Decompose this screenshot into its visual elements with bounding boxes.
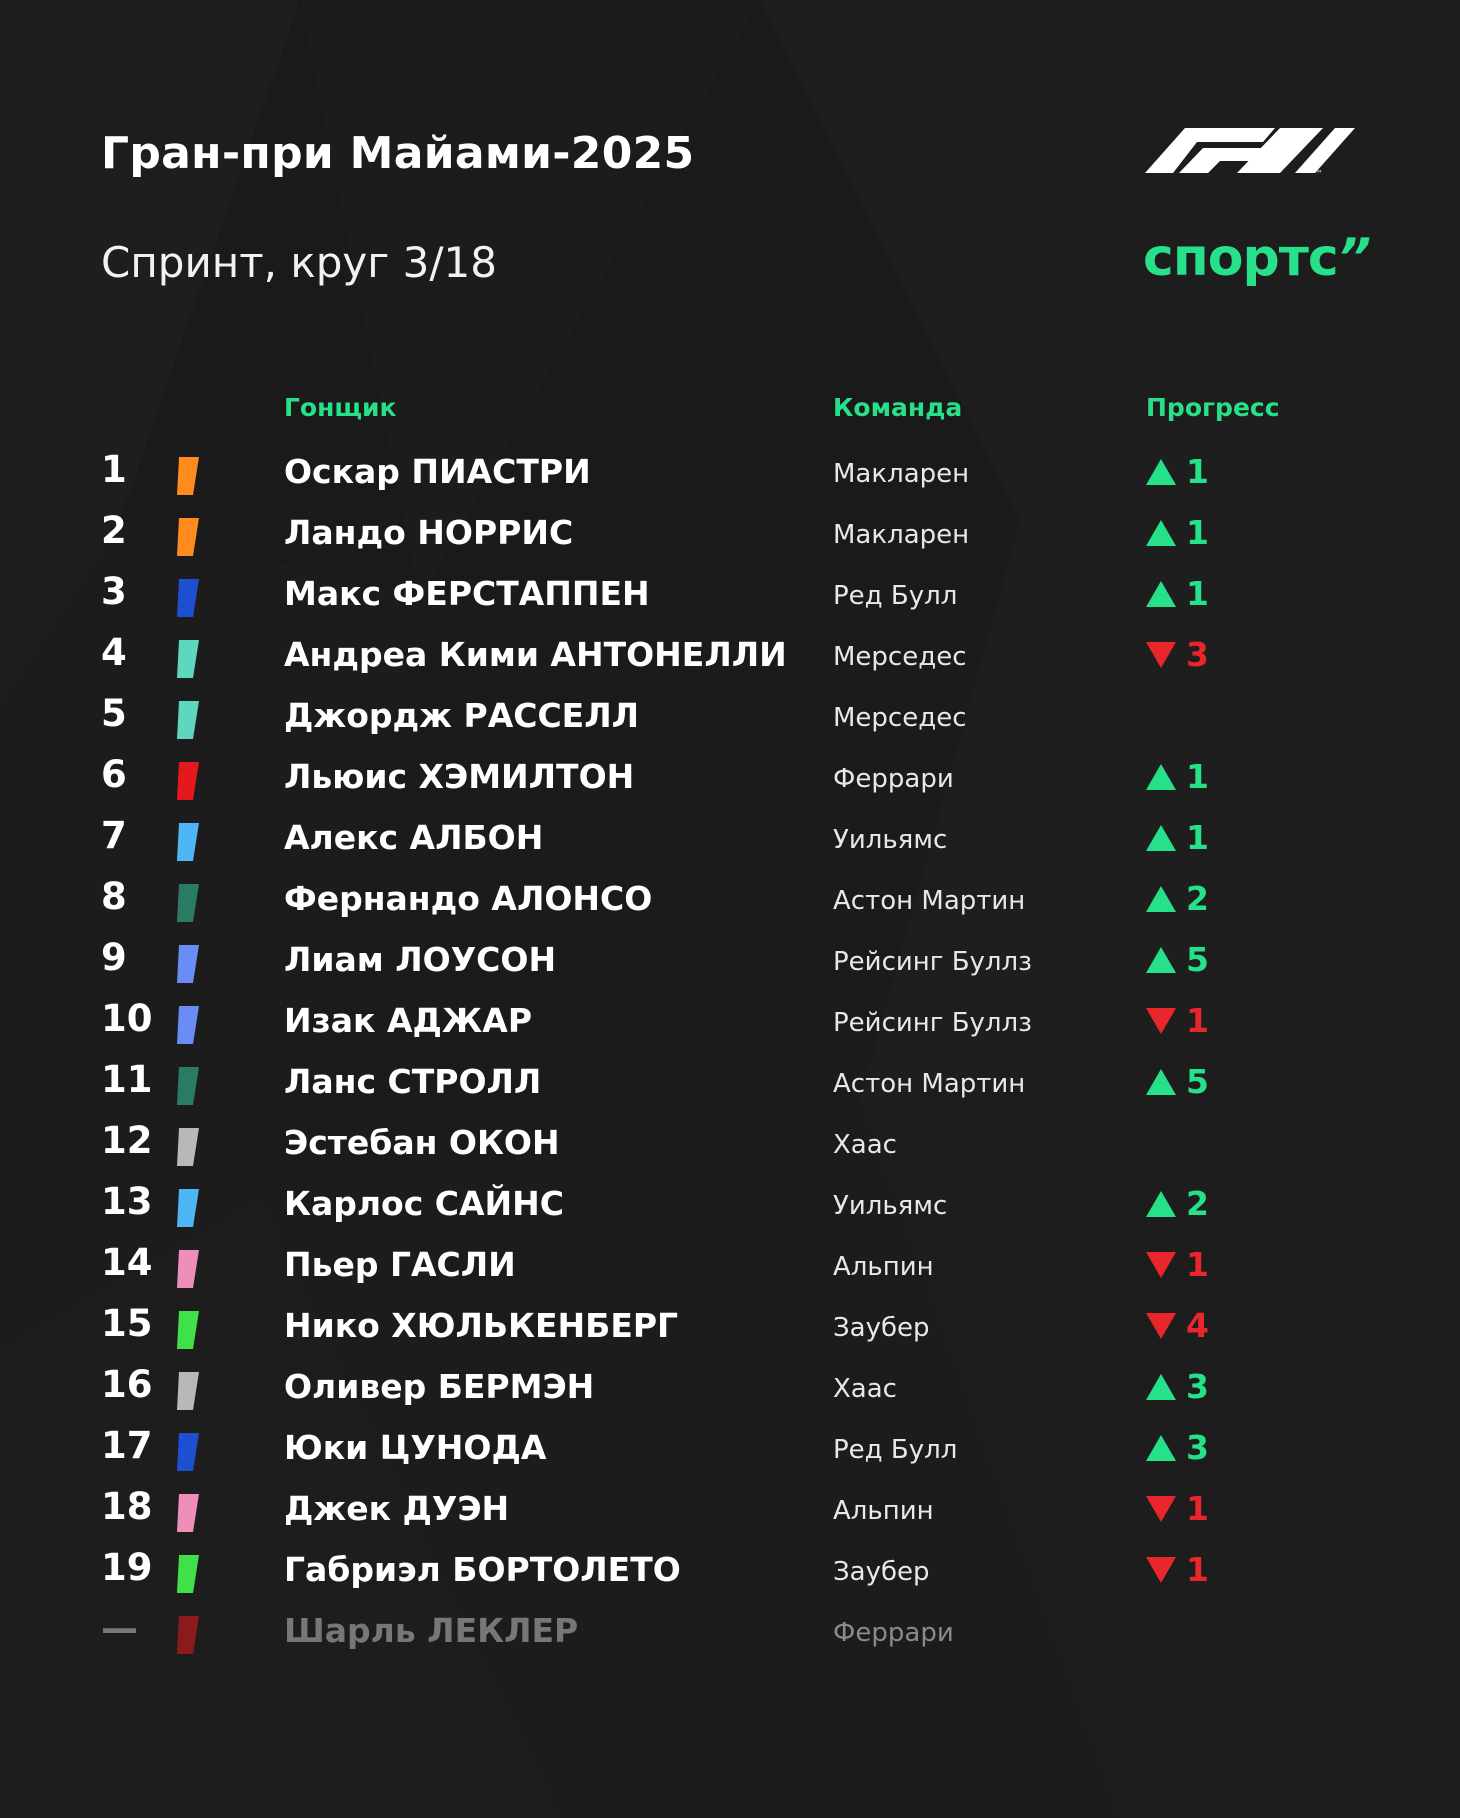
progress-value: 1: [1186, 513, 1209, 552]
progress-indicator: [1146, 757, 1209, 796]
team-name: Рейсинг Буллз: [833, 1008, 1032, 1038]
progress-indicator: [1146, 452, 1209, 491]
table-row: [0, 1296, 1460, 1357]
progress-value: 1: [1186, 757, 1209, 796]
position: 19: [101, 1546, 153, 1589]
team-name: Заубер: [833, 1557, 930, 1587]
progress-indicator: [1146, 635, 1209, 674]
arrow-down-icon: [1146, 1008, 1176, 1034]
team-color-stripe: [177, 823, 199, 861]
driver-name: Лиам ЛОУСОН: [284, 940, 557, 979]
svg-text:™: ™: [1315, 169, 1323, 178]
table-row: [0, 625, 1460, 686]
table-row: [0, 930, 1460, 991]
progress-value: 1: [1186, 574, 1209, 613]
arrow-up-icon: [1146, 764, 1176, 790]
team-name: Макларен: [833, 520, 970, 550]
table-row: [0, 686, 1460, 747]
arrow-up-icon: [1146, 886, 1176, 912]
driver-name: Оскар ПИАСТРИ: [284, 452, 591, 491]
progress-value: 2: [1186, 879, 1209, 918]
progress-value: 1: [1186, 1489, 1209, 1528]
table-row: [0, 1235, 1460, 1296]
team-name: Альпин: [833, 1252, 934, 1282]
driver-name: Оливер БЕРМЭН: [284, 1367, 595, 1406]
page-title: Гран-при Майами-2025: [101, 128, 695, 179]
team-name: Астон Мартин: [833, 886, 1026, 916]
table-row: [0, 991, 1460, 1052]
results-list: [0, 442, 1460, 1662]
arrow-down-icon: [1146, 1557, 1176, 1583]
driver-name: Алекс АЛБОН: [284, 818, 544, 857]
team-color-stripe: [177, 1494, 199, 1532]
header-driver: Гонщик: [284, 393, 397, 422]
team-color-stripe: [177, 457, 199, 495]
team-name: Ред Булл: [833, 1435, 958, 1465]
table-row: [0, 747, 1460, 808]
team-name: Хаас: [833, 1374, 897, 1404]
progress-value: 1: [1186, 1245, 1209, 1284]
team-name: Феррари: [833, 764, 954, 794]
table-row: [0, 442, 1460, 503]
team-color-stripe: [177, 518, 199, 556]
position: 15: [101, 1302, 153, 1345]
driver-name: Пьер ГАСЛИ: [284, 1245, 516, 1284]
table-row: [0, 1479, 1460, 1540]
table-row: [0, 503, 1460, 564]
driver-name: Андреа Кими АНТОНЕЛЛИ: [284, 635, 787, 674]
progress-value: 1: [1186, 1001, 1209, 1040]
arrow-up-icon: [1146, 459, 1176, 485]
arrow-up-icon: [1146, 520, 1176, 546]
arrow-up-icon: [1146, 581, 1176, 607]
table-row: [0, 1418, 1460, 1479]
driver-name: Макс ФЕРСТАППЕН: [284, 574, 650, 613]
team-name: Уильямс: [833, 1191, 948, 1221]
progress-value: 3: [1186, 1428, 1209, 1467]
team-color-stripe: [177, 884, 199, 922]
team-name: Рейсинг Буллз: [833, 947, 1032, 977]
arrow-down-icon: [1146, 1252, 1176, 1278]
team-color-stripe: [177, 579, 199, 617]
header-team: Команда: [833, 393, 963, 422]
table-row: [0, 1357, 1460, 1418]
progress-value: 5: [1186, 1062, 1209, 1101]
progress-indicator: [1146, 1367, 1209, 1406]
arrow-down-icon: [1146, 1313, 1176, 1339]
progress-indicator: [1146, 1062, 1209, 1101]
team-color-stripe: [177, 1189, 199, 1227]
driver-name: Нико ХЮЛЬКЕНБЕРГ: [284, 1306, 679, 1345]
team-color-stripe: [177, 762, 199, 800]
progress-indicator: [1146, 1245, 1209, 1284]
position: 2: [101, 509, 127, 552]
position: 12: [101, 1119, 153, 1162]
progress-value: 5: [1186, 940, 1209, 979]
progress-value: 1: [1186, 1550, 1209, 1589]
progress-value: 2: [1186, 1184, 1209, 1223]
team-name: Уильямс: [833, 825, 948, 855]
table-row: [0, 808, 1460, 869]
driver-name: Эстебан ОКОН: [284, 1123, 560, 1162]
progress-indicator: [1146, 879, 1209, 918]
arrow-down-icon: [1146, 1496, 1176, 1522]
header-progress: Прогресс: [1146, 393, 1280, 422]
team-name: Заубер: [833, 1313, 930, 1343]
arrow-up-icon: [1146, 947, 1176, 973]
team-name: Хаас: [833, 1130, 897, 1160]
table-row: [0, 1174, 1460, 1235]
arrow-down-icon: [1146, 642, 1176, 668]
team-name: Макларен: [833, 459, 970, 489]
arrow-up-icon: [1146, 1191, 1176, 1217]
position: 8: [101, 875, 127, 918]
position: 1: [101, 448, 127, 491]
position: —: [101, 1607, 138, 1650]
position: 5: [101, 692, 127, 735]
position: 16: [101, 1363, 153, 1406]
team-name: Ред Булл: [833, 581, 958, 611]
driver-name: Юки ЦУНОДА: [284, 1428, 547, 1467]
driver-name: Джордж РАССЕЛЛ: [284, 696, 640, 735]
table-row: [0, 564, 1460, 625]
arrow-up-icon: [1146, 825, 1176, 851]
position: 18: [101, 1485, 153, 1528]
team-color-stripe: [177, 1433, 199, 1471]
progress-indicator: [1146, 1489, 1209, 1528]
driver-name: Фернандо АЛОНСО: [284, 879, 653, 918]
position: 10: [101, 997, 153, 1040]
progress-indicator: [1146, 1550, 1209, 1589]
sports-logo-mark-icon: ”: [1337, 228, 1371, 288]
progress-value: 3: [1186, 1367, 1209, 1406]
driver-name: Изак АДЖАР: [284, 1001, 532, 1040]
progress-value: 1: [1186, 452, 1209, 491]
progress-indicator: [1146, 1306, 1209, 1345]
progress-indicator: [1146, 818, 1209, 857]
table-row: [0, 1540, 1460, 1601]
driver-name: Карлос САЙНС: [284, 1184, 564, 1223]
position: 14: [101, 1241, 153, 1284]
progress-indicator: [1146, 513, 1209, 552]
team-color-stripe: [177, 1067, 199, 1105]
position: 7: [101, 814, 127, 857]
team-color-stripe: [177, 1006, 199, 1044]
arrow-up-icon: [1146, 1069, 1176, 1095]
arrow-up-icon: [1146, 1435, 1176, 1461]
driver-name: Габриэл БОРТОЛЕТО: [284, 1550, 681, 1589]
team-name: Астон Мартин: [833, 1069, 1026, 1099]
team-color-stripe: [177, 1250, 199, 1288]
team-name: Мерседес: [833, 703, 967, 733]
driver-name: Ланс СТРОЛЛ: [284, 1062, 542, 1101]
position: 3: [101, 570, 127, 613]
driver-name: Льюис ХЭМИЛТОН: [284, 757, 635, 796]
table-row: [0, 1052, 1460, 1113]
team-color-stripe: [177, 1311, 199, 1349]
position: 6: [101, 753, 127, 796]
progress-indicator: [1146, 940, 1209, 979]
team-name: Мерседес: [833, 642, 967, 672]
table-row: [0, 1601, 1460, 1662]
table-row: [0, 869, 1460, 930]
sports-logo: [1143, 228, 1370, 288]
progress-indicator: [1146, 1184, 1209, 1223]
team-color-stripe: [177, 1372, 199, 1410]
team-name: Феррари: [833, 1618, 954, 1648]
position: 13: [101, 1180, 153, 1223]
position: 17: [101, 1424, 153, 1467]
driver-name: Шарль ЛЕКЛЕР: [284, 1611, 579, 1650]
position: 9: [101, 936, 127, 979]
driver-name: Джек ДУЭН: [284, 1489, 510, 1528]
table-row: [0, 1113, 1460, 1174]
team-name: Альпин: [833, 1496, 934, 1526]
page-subtitle: Спринт, круг 3/18: [101, 238, 497, 287]
progress-indicator: [1146, 1001, 1209, 1040]
team-color-stripe: [177, 945, 199, 983]
arrow-up-icon: [1146, 1374, 1176, 1400]
progress-value: 3: [1186, 635, 1209, 674]
progress-indicator: [1146, 1428, 1209, 1467]
f1-logo-icon: [1145, 118, 1355, 178]
progress-value: 1: [1186, 818, 1209, 857]
team-color-stripe: [177, 640, 199, 678]
team-color-stripe: [177, 1616, 199, 1654]
team-color-stripe: [177, 1555, 199, 1593]
progress-indicator: [1146, 574, 1209, 613]
sports-logo-text: спортс: [1143, 228, 1338, 288]
driver-name: Ландо НОРРИС: [284, 513, 574, 552]
team-color-stripe: [177, 1128, 199, 1166]
position: 4: [101, 631, 127, 674]
position: 11: [101, 1058, 153, 1101]
team-color-stripe: [177, 701, 199, 739]
progress-value: 4: [1186, 1306, 1209, 1345]
